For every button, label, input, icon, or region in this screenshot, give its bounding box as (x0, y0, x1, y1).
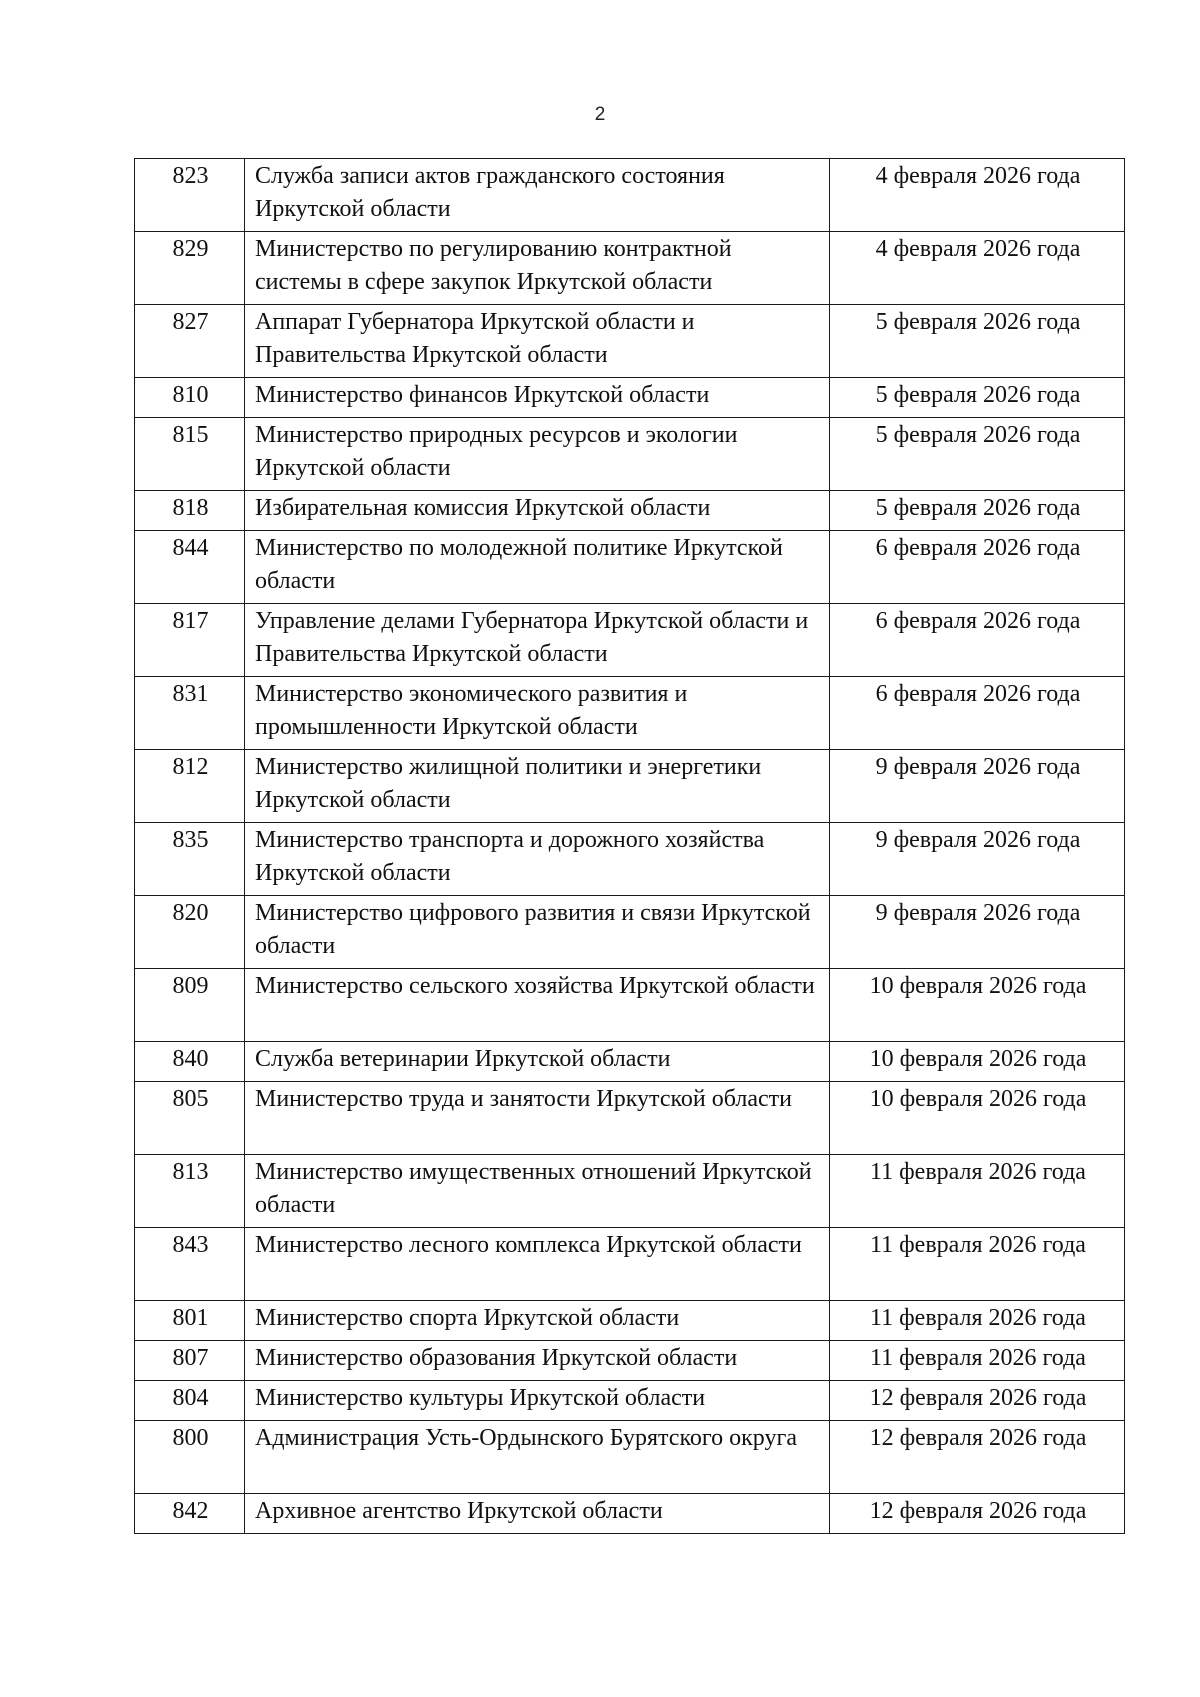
agency-code-cell: 810 (135, 378, 245, 418)
table-row (135, 159, 1125, 232)
table-row (135, 896, 1125, 969)
agency-code-cell: 812 (135, 750, 245, 823)
date-cell: 11 февраля 2026 года (830, 1301, 1125, 1341)
agency-code-cell: 817 (135, 604, 245, 677)
organization-name-cell: Министерство по молодежной политике Иркутской области (245, 531, 830, 604)
organization-name-cell: Служба ветеринарии Иркутской области (245, 1042, 830, 1082)
date-cell: 12 февраля 2026 года (830, 1494, 1125, 1534)
agency-code-cell: 844 (135, 531, 245, 604)
date-cell: 9 февраля 2026 года (830, 823, 1125, 896)
date-cell: 6 февраля 2026 года (830, 677, 1125, 750)
date-cell: 11 февраля 2026 года (830, 1228, 1125, 1301)
agency-code-cell: 831 (135, 677, 245, 750)
organization-name-cell: Избирательная комиссия Иркутской области (245, 491, 830, 531)
agency-code-cell: 835 (135, 823, 245, 896)
table-row (135, 1341, 1125, 1381)
schedule-body (135, 159, 1125, 1534)
agency-code-cell: 800 (135, 1421, 245, 1494)
agency-code-cell: 813 (135, 1155, 245, 1228)
table-row (135, 1381, 1125, 1421)
organization-name-cell: Министерство финансов Иркутской области (245, 378, 830, 418)
table-row (135, 1494, 1125, 1534)
date-cell: 6 февраля 2026 года (830, 604, 1125, 677)
date-cell: 5 февраля 2026 года (830, 491, 1125, 531)
date-cell: 11 февраля 2026 года (830, 1341, 1125, 1381)
date-cell: 6 февраля 2026 года (830, 531, 1125, 604)
date-cell: 11 февраля 2026 года (830, 1155, 1125, 1228)
organization-name-cell: Администрация Усть-Ордынского Бурятского округа (245, 1421, 830, 1494)
agency-code-cell: 804 (135, 1381, 245, 1421)
table-row (135, 1301, 1125, 1341)
organization-name-cell: Управление делами Губернатора Иркутской области и Правительства Иркутской области (245, 604, 830, 677)
table-row (135, 677, 1125, 750)
organization-name-cell: Аппарат Губернатора Иркутской области и Правительства Иркутской области (245, 305, 830, 378)
table-row (135, 1082, 1125, 1155)
table-row (135, 531, 1125, 604)
agency-code-cell: 842 (135, 1494, 245, 1534)
date-cell: 12 февраля 2026 года (830, 1421, 1125, 1494)
date-cell: 9 февраля 2026 года (830, 750, 1125, 823)
organization-name-cell: Министерство образования Иркутской области (245, 1341, 830, 1381)
agency-code-cell: 820 (135, 896, 245, 969)
date-cell: 12 февраля 2026 года (830, 1381, 1125, 1421)
agency-code-cell: 801 (135, 1301, 245, 1341)
page-number: 2 (594, 104, 606, 125)
table-row (135, 378, 1125, 418)
agency-code-cell: 843 (135, 1228, 245, 1301)
table-row (135, 1228, 1125, 1301)
agency-code-cell: 815 (135, 418, 245, 491)
organization-name-cell: Министерство спорта Иркутской области (245, 1301, 830, 1341)
date-cell: 5 февраля 2026 года (830, 418, 1125, 491)
organization-name-cell: Служба записи актов гражданского состояния Иркутской области (245, 159, 830, 232)
organization-name-cell: Министерство культуры Иркутской области (245, 1381, 830, 1421)
agency-code-cell: 823 (135, 159, 245, 232)
agency-code-cell: 840 (135, 1042, 245, 1082)
organization-name-cell: Архивное агентство Иркутской области (245, 1494, 830, 1534)
date-cell: 4 февраля 2026 года (830, 232, 1125, 305)
organization-name-cell: Министерство по регулированию контрактной системы в сфере закупок Иркутской области (245, 232, 830, 305)
table-row (135, 232, 1125, 305)
organization-name-cell: Министерство имущественных отношений Иркутской области (245, 1155, 830, 1228)
date-cell: 10 февраля 2026 года (830, 1042, 1125, 1082)
agency-code-cell: 805 (135, 1082, 245, 1155)
table-row (135, 1155, 1125, 1228)
table-row (135, 750, 1125, 823)
table-row (135, 604, 1125, 677)
date-cell: 10 февраля 2026 года (830, 969, 1125, 1042)
table-row (135, 305, 1125, 378)
date-cell: 9 февраля 2026 года (830, 896, 1125, 969)
schedule-table (134, 158, 1125, 1534)
organization-name-cell: Министерство сельского хозяйства Иркутской области (245, 969, 830, 1042)
agency-code-cell: 818 (135, 491, 245, 531)
organization-name-cell: Министерство экономического развития и промышленности Иркутской области (245, 677, 830, 750)
table-row (135, 1421, 1125, 1494)
organization-name-cell: Министерство природных ресурсов и экологии Иркутской области (245, 418, 830, 491)
date-cell: 5 февраля 2026 года (830, 305, 1125, 378)
table-row (135, 969, 1125, 1042)
agency-code-cell: 807 (135, 1341, 245, 1381)
organization-name-cell: Министерство лесного комплекса Иркутской области (245, 1228, 830, 1301)
organization-name-cell: Министерство цифрового развития и связи Иркутской области (245, 896, 830, 969)
table-row (135, 491, 1125, 531)
organization-name-cell: Министерство жилищной политики и энергетики Иркутской области (245, 750, 830, 823)
date-cell: 4 февраля 2026 года (830, 159, 1125, 232)
agency-code-cell: 827 (135, 305, 245, 378)
agency-code-cell: 829 (135, 232, 245, 305)
organization-name-cell: Министерство транспорта и дорожного хозяйства Иркутской области (245, 823, 830, 896)
date-cell: 5 февраля 2026 года (830, 378, 1125, 418)
table-row (135, 823, 1125, 896)
table-row (135, 418, 1125, 491)
date-cell: 10 февраля 2026 года (830, 1082, 1125, 1155)
organization-name-cell: Министерство труда и занятости Иркутской области (245, 1082, 830, 1155)
agency-code-cell: 809 (135, 969, 245, 1042)
table-row (135, 1042, 1125, 1082)
